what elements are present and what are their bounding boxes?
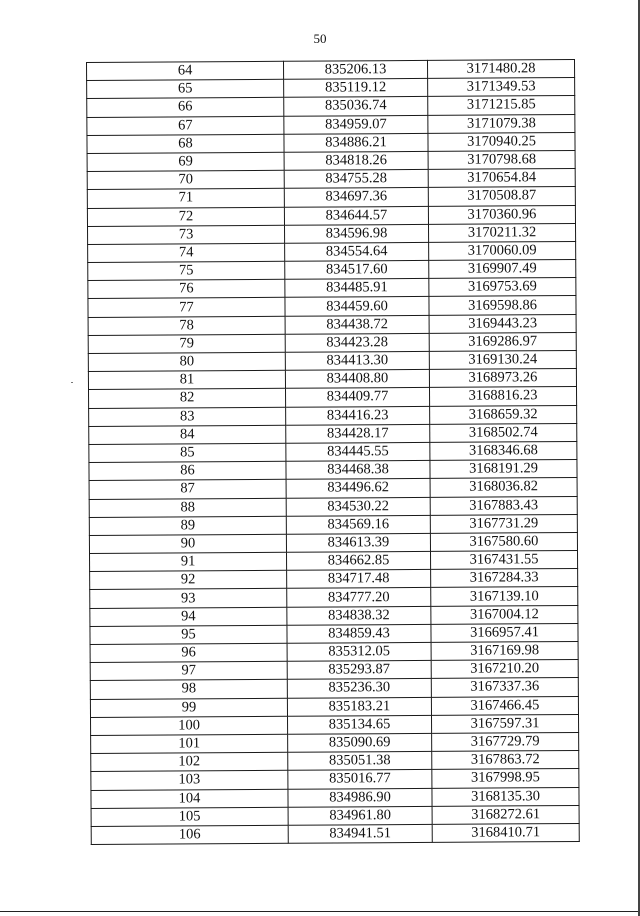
table-row <box>89 496 577 517</box>
y-coordinate-cell: 3171480.28 <box>427 60 574 79</box>
table-row <box>91 732 579 753</box>
table-row <box>90 660 578 681</box>
table-row <box>91 787 579 808</box>
y-coordinate-cell: 3169598.86 <box>429 296 576 315</box>
x-coordinate-cell: 835293.87 <box>287 661 431 680</box>
y-coordinate-cell: 3167883.43 <box>430 496 577 515</box>
y-coordinate-cell: 3167466.45 <box>431 696 578 715</box>
table-row <box>91 751 579 772</box>
x-coordinate-cell: 834818.26 <box>284 151 428 170</box>
table-row <box>87 169 575 190</box>
y-coordinate-cell: 3170060.09 <box>429 241 576 260</box>
x-coordinate-cell: 834409.77 <box>285 388 429 407</box>
table-row <box>89 514 577 535</box>
y-coordinate-cell: 3167580.60 <box>430 532 577 551</box>
table-row <box>88 351 576 372</box>
y-coordinate-cell: 3168036.82 <box>430 478 577 497</box>
point-number-cell: 103 <box>91 771 288 790</box>
x-coordinate-cell: 834941.51 <box>288 824 432 843</box>
x-coordinate-cell: 834408.80 <box>285 370 429 389</box>
point-number-cell: 96 <box>90 643 287 662</box>
point-number-cell: 102 <box>91 752 288 771</box>
y-coordinate-cell: 3171349.53 <box>428 78 575 97</box>
y-coordinate-cell: 3167210.20 <box>431 660 578 679</box>
y-coordinate-cell: 3167284.33 <box>431 569 578 588</box>
point-number-cell: 90 <box>89 534 286 553</box>
x-coordinate-cell: 835051.38 <box>288 752 432 771</box>
table-row <box>88 241 576 262</box>
table-body <box>87 60 580 845</box>
table-row <box>90 551 578 572</box>
point-number-cell: 106 <box>91 825 288 844</box>
point-number-cell: 73 <box>88 225 285 244</box>
table-row <box>88 260 576 281</box>
x-coordinate-cell: 834717.48 <box>287 570 431 589</box>
table-row <box>89 387 577 408</box>
table-row <box>89 532 577 553</box>
y-coordinate-cell: 3167004.12 <box>431 605 578 624</box>
table-row <box>91 769 579 790</box>
x-coordinate-cell: 834959.07 <box>284 115 428 134</box>
table-row <box>88 296 576 317</box>
y-coordinate-cell: 3170798.68 <box>428 150 575 169</box>
table-row <box>90 605 578 626</box>
y-coordinate-cell: 3170654.84 <box>428 169 575 188</box>
point-number-cell: 91 <box>90 552 287 571</box>
x-coordinate-cell: 834517.60 <box>285 260 429 279</box>
y-coordinate-cell: 3167731.29 <box>430 514 577 533</box>
x-coordinate-cell: 835016.77 <box>288 770 432 789</box>
table-row <box>87 150 575 171</box>
y-coordinate-cell: 3168135.30 <box>432 787 579 806</box>
table-row <box>89 441 577 462</box>
x-coordinate-cell: 835134.65 <box>287 715 431 734</box>
x-coordinate-cell: 834777.20 <box>287 588 431 607</box>
x-coordinate-cell: 835206.13 <box>283 60 427 79</box>
y-coordinate-cell: 3169443.23 <box>429 314 576 333</box>
point-number-cell: 75 <box>88 261 285 280</box>
point-number-cell: 69 <box>87 152 284 171</box>
y-coordinate-cell: 3167597.31 <box>431 714 578 733</box>
table-row <box>88 223 576 244</box>
y-coordinate-cell: 3168191.29 <box>430 460 577 479</box>
point-number-cell: 85 <box>89 443 286 462</box>
table-row <box>90 678 578 699</box>
x-coordinate-cell: 835090.69 <box>288 733 432 752</box>
x-coordinate-cell: 834838.32 <box>287 606 431 625</box>
y-coordinate-cell: 3167998.95 <box>432 769 579 788</box>
table-row <box>87 132 575 153</box>
x-coordinate-cell: 834569.16 <box>286 515 430 534</box>
point-number-cell: 99 <box>90 698 287 717</box>
point-number-cell: 72 <box>87 207 284 226</box>
table-row <box>91 805 579 826</box>
point-number-cell: 82 <box>89 389 286 408</box>
x-coordinate-cell: 834697.36 <box>284 188 428 207</box>
x-coordinate-cell: 834496.62 <box>286 479 430 498</box>
point-number-cell: 97 <box>90 661 287 680</box>
point-number-cell: 92 <box>90 571 287 590</box>
point-number-cell: 94 <box>90 607 287 626</box>
point-number-cell: 81 <box>88 370 285 389</box>
point-number-cell: 67 <box>87 116 284 135</box>
point-number-cell: 104 <box>91 789 288 808</box>
point-number-cell: 86 <box>89 461 286 480</box>
table-row <box>88 369 576 390</box>
y-coordinate-cell: 3168346.68 <box>430 441 577 460</box>
point-number-cell: 88 <box>89 498 286 517</box>
table-row <box>89 405 577 426</box>
table-row <box>89 478 577 499</box>
x-coordinate-cell: 835119.12 <box>284 79 428 98</box>
y-coordinate-cell: 3169907.49 <box>429 260 576 279</box>
y-coordinate-cell: 3170211.32 <box>428 223 575 242</box>
point-number-cell: 68 <box>87 134 284 153</box>
x-coordinate-cell: 834428.17 <box>286 424 430 443</box>
y-coordinate-cell: 3167729.79 <box>432 732 579 751</box>
x-coordinate-cell: 834755.28 <box>284 170 428 189</box>
x-coordinate-cell: 835236.30 <box>287 679 431 698</box>
page-number: 50 <box>313 31 327 46</box>
y-coordinate-cell: 3168816.23 <box>429 387 576 406</box>
point-number-cell: 101 <box>91 734 288 753</box>
y-coordinate-cell: 3170508.87 <box>428 187 575 206</box>
table-row <box>89 423 577 444</box>
table-row <box>90 623 578 644</box>
table-row <box>90 587 578 608</box>
y-coordinate-cell: 3169286.97 <box>429 332 576 351</box>
x-coordinate-cell: 834644.57 <box>284 206 428 225</box>
table-row <box>88 314 576 335</box>
scan-speck <box>71 382 73 383</box>
y-coordinate-cell: 3168410.71 <box>432 823 579 842</box>
point-number-cell: 100 <box>91 716 288 735</box>
y-coordinate-cell: 3169130.24 <box>429 351 576 370</box>
y-coordinate-cell: 3168502.74 <box>430 423 577 442</box>
y-coordinate-cell: 3168973.26 <box>429 369 576 388</box>
table-row <box>87 96 575 117</box>
y-coordinate-cell: 3170940.25 <box>428 132 575 151</box>
point-number-cell: 65 <box>87 79 284 98</box>
point-number-cell: 77 <box>88 298 285 317</box>
x-coordinate-cell: 834468.38 <box>286 461 430 480</box>
point-number-cell: 98 <box>90 680 287 699</box>
point-number-cell: 71 <box>87 189 284 208</box>
y-coordinate-cell: 3168659.32 <box>430 405 577 424</box>
point-number-cell: 78 <box>88 316 285 335</box>
point-number-cell: 74 <box>88 243 285 262</box>
table-row <box>87 114 575 135</box>
y-coordinate-cell: 3170360.96 <box>428 205 575 224</box>
point-number-cell: 89 <box>89 516 286 535</box>
point-number-cell: 70 <box>87 170 284 189</box>
x-coordinate-cell: 834859.43 <box>287 624 431 643</box>
table-row <box>87 205 575 226</box>
x-coordinate-cell: 834423.28 <box>285 333 429 352</box>
table-row <box>90 642 578 663</box>
x-coordinate-cell: 834596.98 <box>284 224 428 243</box>
y-coordinate-cell: 3167863.72 <box>432 751 579 770</box>
table-row <box>88 332 576 353</box>
x-coordinate-cell: 834613.39 <box>286 533 430 552</box>
table-row <box>87 187 575 208</box>
y-coordinate-cell: 3168272.61 <box>432 805 579 824</box>
x-coordinate-cell: 834530.22 <box>286 497 430 516</box>
point-number-cell: 83 <box>89 407 286 426</box>
x-coordinate-cell: 834886.21 <box>284 133 428 152</box>
point-number-cell: 93 <box>90 589 287 608</box>
point-number-cell: 66 <box>87 98 284 117</box>
table-row <box>90 696 578 717</box>
x-coordinate-cell: 834416.23 <box>286 406 430 425</box>
y-coordinate-cell: 3167169.98 <box>431 642 578 661</box>
point-number-cell: 79 <box>88 334 285 353</box>
y-coordinate-cell: 3169753.69 <box>429 278 576 297</box>
x-coordinate-cell: 835183.21 <box>287 697 431 716</box>
y-coordinate-cell: 3171215.85 <box>428 96 575 115</box>
x-coordinate-cell: 834413.30 <box>285 351 429 370</box>
x-coordinate-cell: 834485.91 <box>285 279 429 298</box>
x-coordinate-cell: 834438.72 <box>285 315 429 334</box>
point-number-cell: 76 <box>88 280 285 299</box>
point-number-cell: 87 <box>89 480 286 499</box>
coordinate-table <box>86 59 580 845</box>
point-number-cell: 64 <box>87 61 284 80</box>
y-coordinate-cell: 3167139.10 <box>431 587 578 606</box>
x-coordinate-cell: 834445.55 <box>286 442 430 461</box>
x-coordinate-cell: 835036.74 <box>284 97 428 116</box>
point-number-cell: 105 <box>91 807 288 826</box>
table-row <box>91 714 579 735</box>
table-row <box>87 60 575 81</box>
x-coordinate-cell: 834986.90 <box>288 788 432 807</box>
x-coordinate-cell: 834961.80 <box>288 806 432 825</box>
x-coordinate-cell: 834662.85 <box>286 551 430 570</box>
table-row <box>90 569 578 590</box>
table-row <box>89 460 577 481</box>
point-number-cell: 95 <box>90 625 287 644</box>
point-number-cell: 80 <box>88 352 285 371</box>
table-row <box>91 823 579 844</box>
table-row <box>87 78 575 99</box>
x-coordinate-cell: 834459.60 <box>285 297 429 316</box>
y-coordinate-cell: 3166957.41 <box>431 623 578 642</box>
scan-bottom-edge <box>0 911 640 912</box>
x-coordinate-cell: 835312.05 <box>287 642 431 661</box>
point-number-cell: 84 <box>89 425 286 444</box>
y-coordinate-cell: 3167431.55 <box>430 551 577 570</box>
x-coordinate-cell: 834554.64 <box>285 242 429 261</box>
y-coordinate-cell: 3167337.36 <box>431 678 578 697</box>
y-coordinate-cell: 3171079.38 <box>428 114 575 133</box>
table-row <box>88 278 576 299</box>
